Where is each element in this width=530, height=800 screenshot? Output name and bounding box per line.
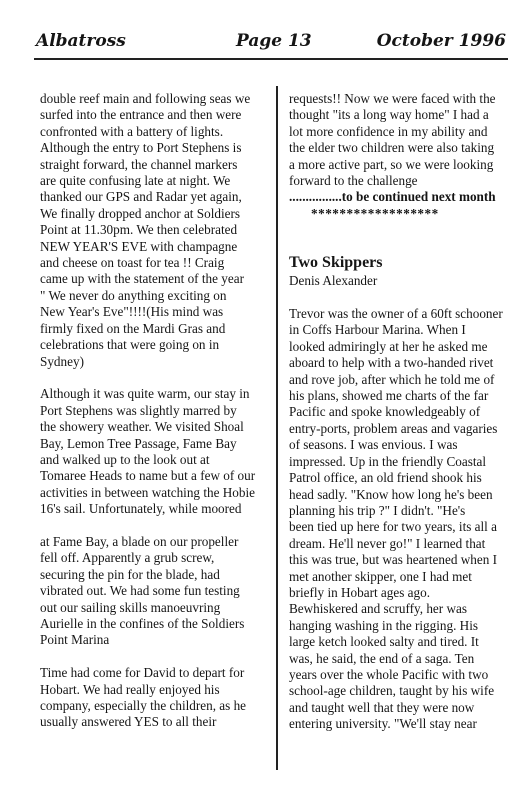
text-line: " We never do anything exciting on [40,287,227,303]
text-line: Pacific and spoke knowledgeably of [289,404,481,420]
text-line: Point at 11.30pm. We then celebrated [40,222,238,238]
text-line: celebrations that were going on in [40,337,220,353]
text-line: Tomaree Heads to name but a few of our [40,468,256,484]
left-column [40,91,270,731]
text-line: head sadly. "Know how long he's been [289,486,493,502]
text-line: firmly fixed on the Mardi Gras and [40,320,226,336]
text-line: NEW YEAR'S EVE with champagne [40,238,238,254]
paragraph-gap [40,518,270,534]
text-line: entering university. "We'll stay near [289,716,477,732]
text-line: activities in between watching the Hobie [40,484,255,500]
text-line: double reef main and following seas we [40,91,251,106]
text-line: forward to the challenge [289,173,418,189]
text-line: looked admiringly at her he asked me [289,338,488,354]
page-number: Page 13 [236,31,312,51]
text-line: thought "its a long way home" I had a [289,107,489,123]
page-header [0,30,530,58]
text-line: briefly in Hobart ages ago. [289,584,430,600]
text-line: thanked our GPS and Radar yet again, [40,189,242,205]
text-line: school-age children, taught by his wife [289,683,495,699]
text-line: Port Stephens was slightly marred by [40,402,237,418]
text-line: 16's sail. Unfortunately, while moored [40,501,242,517]
text-line: dream. He'll never go!" I learned that [289,535,486,551]
text-line: a more active part, so we were looking [289,156,494,172]
text-line: straight forward, the channel markers [40,156,238,172]
continued-note: ................to be continued next month [289,189,496,205]
text-line: Sydney) [40,353,84,369]
text-line: Although the entry to Port Stephens is [40,140,242,156]
header-rule [34,58,508,60]
text-line: Trevor was the owner of a 60ft schooner [289,306,503,322]
paragraph [289,91,519,189]
text-line: and taught well that they were now [289,699,475,715]
text-line: been tied up here for two years, its all a [289,519,497,535]
text-line: We finally dropped anchor at Soldiers [40,205,240,221]
issue-date: October 1996 [376,31,506,51]
text-line: and walked up to the look out at [40,451,210,467]
text-line: hanging washing in the rigging. His [289,617,479,633]
text-line: entry-ports, problem areas and vagaries [289,420,498,436]
text-line: company, especially the children, as he [40,697,247,713]
text-line: aboard to help with a two-handed rivet [289,355,494,371]
text-line: lot more confidence in my ability and [289,123,488,139]
text-line: and cheese on toast for tea !! Craig [40,255,225,271]
paragraph [40,91,270,370]
paragraph [40,665,270,731]
text-line: out our sailing skills manoeuvring [40,599,221,615]
text-line: came up with the statement of the year [40,271,244,287]
text-line: vibrated out. We had some fun testing [40,583,240,599]
text-line: fell off. Apparently a grub screw, [40,550,215,566]
paragraph [40,534,270,649]
text-line: usually answered YES to all their [40,714,217,730]
article-author: Denis Alexander [289,273,378,289]
text-line: Bewhiskered and scruffy, her was [289,601,467,617]
text-line: Aurielle in the confines of the Soldiers [40,615,245,631]
text-line: the elder two children were also taking [289,140,495,156]
text-line: confronted with a battery of lights. [40,123,224,139]
text-line: are quite confusing late at night. We [40,173,231,189]
text-line: Point Marina [40,632,110,648]
publication-title: Albatross [36,31,126,51]
paragraph-gap [40,370,270,386]
text-line: Although it was quite warm, our stay in [40,386,250,402]
section-separator: ****************** [311,205,439,221]
column-divider [276,86,278,770]
text-line: planning his trip ?" I didn't. "He's [289,502,466,518]
text-line: years over the whole Pacific with two [289,666,489,682]
text-line: Time had come for David to depart for [40,665,245,681]
text-line: impressed. Up in the friendly Coastal [289,453,487,469]
text-line: surfed into the entrance and then were [40,107,242,123]
text-line: at Fame Bay, a blade on our propeller [40,533,239,549]
text-line: of seasons. I was envious. I was [289,437,458,453]
text-line: this was true, but was heartened when I [289,552,498,568]
paragraph [289,306,519,733]
text-line: Hobart. We had really enjoyed his [40,681,220,697]
text-line: securing the pin for the blade, had [40,566,220,582]
article-title: Two Skippers [289,254,383,272]
text-line: New Year's Eve"!!!!(His mind was [40,304,224,320]
text-line: Patrol office, an old friend shook his [289,470,482,486]
text-line: Bay, Lemon Tree Passage, Fame Bay [40,435,237,451]
paragraph [40,386,270,517]
text-line: in Coffs Harbour Marina. When I [289,322,466,338]
text-line: was, he said, the end of a saga. Ten [289,650,475,666]
text-line: the showery weather. We visited Shoal [40,419,244,435]
text-line: requests!! Now we were faced with the [289,91,496,106]
text-line: his plans, showed me charts of the far [289,388,489,404]
right-column [289,91,519,733]
paragraph-gap [40,649,270,665]
text-line: and rove job, after which he told me of [289,371,495,387]
text-line: met another skipper, one I had met [289,568,472,584]
paragraph-gap [289,290,519,306]
section-gap [289,222,519,253]
text-line: large ketch looked salty and tired. It [289,634,479,650]
